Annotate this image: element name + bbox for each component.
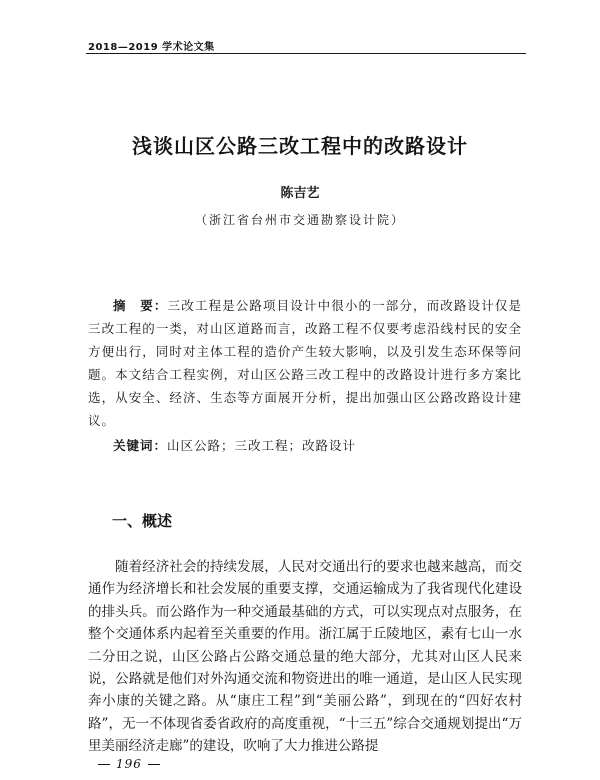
keywords-text: 山区公路；三改工程；改路设计: [167, 438, 357, 453]
page-number-dash-right: [148, 764, 160, 765]
article-title: 浅谈山区公路三改工程中的改路设计: [132, 134, 468, 158]
keywords-label: 关键词：: [113, 438, 168, 453]
running-header: 2018—2019 学术论文集: [88, 42, 215, 53]
header-rule: [86, 53, 526, 54]
abstract: [88, 294, 522, 432]
page-number-value: 196: [116, 757, 142, 771]
page-number-dash-left: [98, 764, 110, 765]
abstract-label: 摘 要：: [113, 298, 168, 313]
body-paragraph: 随着经济社会的持续发展，人民对交通出行的要求也越来越高，而交通作为经济增长和社会发展的重要支撑，交通运输成为了我省现代化建设的排头兵。而公路作为一种交通最基础的方式，可以实现点对点服务，在整个交通体系内起着至关重要的作用。浙江属于丘陵地区，素有七山一水二分田之说，山区公路占公路交通总量的绝大部分，尤其对山区人民来说，公路就是他们对外沟通交流和物资进出的唯一通道，是山区人民实现奔小康的关键之路。从“康庄工程”到“美丽公路”，到现在的“四好农村路”，无一不体现省委省政府的高度重视，“十三五”综合交通规划提出“万里美丽经济走廊”的建设，吹响了大力推进公路提: [88, 559, 522, 755]
author-affiliation: （浙江省台州市交通勘察设计院）: [194, 213, 405, 227]
abstract-text: 三改工程是公路项目设计中很小的一部分，而改路设计仅是三改工程的一类，对山区道路而言，改路工程不仅要考虑沿线村民的安全方便出行，同时对主体工程的造价产生较大影响，以及引发生态环保等问题。本文结合工程实例，对山区公路三改工程中的改路设计进行多方案比选，从安全、经济、生态等方面展开分析，提出加强山区公路改路设计建议。: [88, 298, 522, 428]
author-name: 陈吉艺: [280, 186, 320, 201]
keywords: [88, 436, 522, 456]
section-heading: 一、概述: [112, 512, 173, 530]
page-number: [92, 757, 166, 771]
